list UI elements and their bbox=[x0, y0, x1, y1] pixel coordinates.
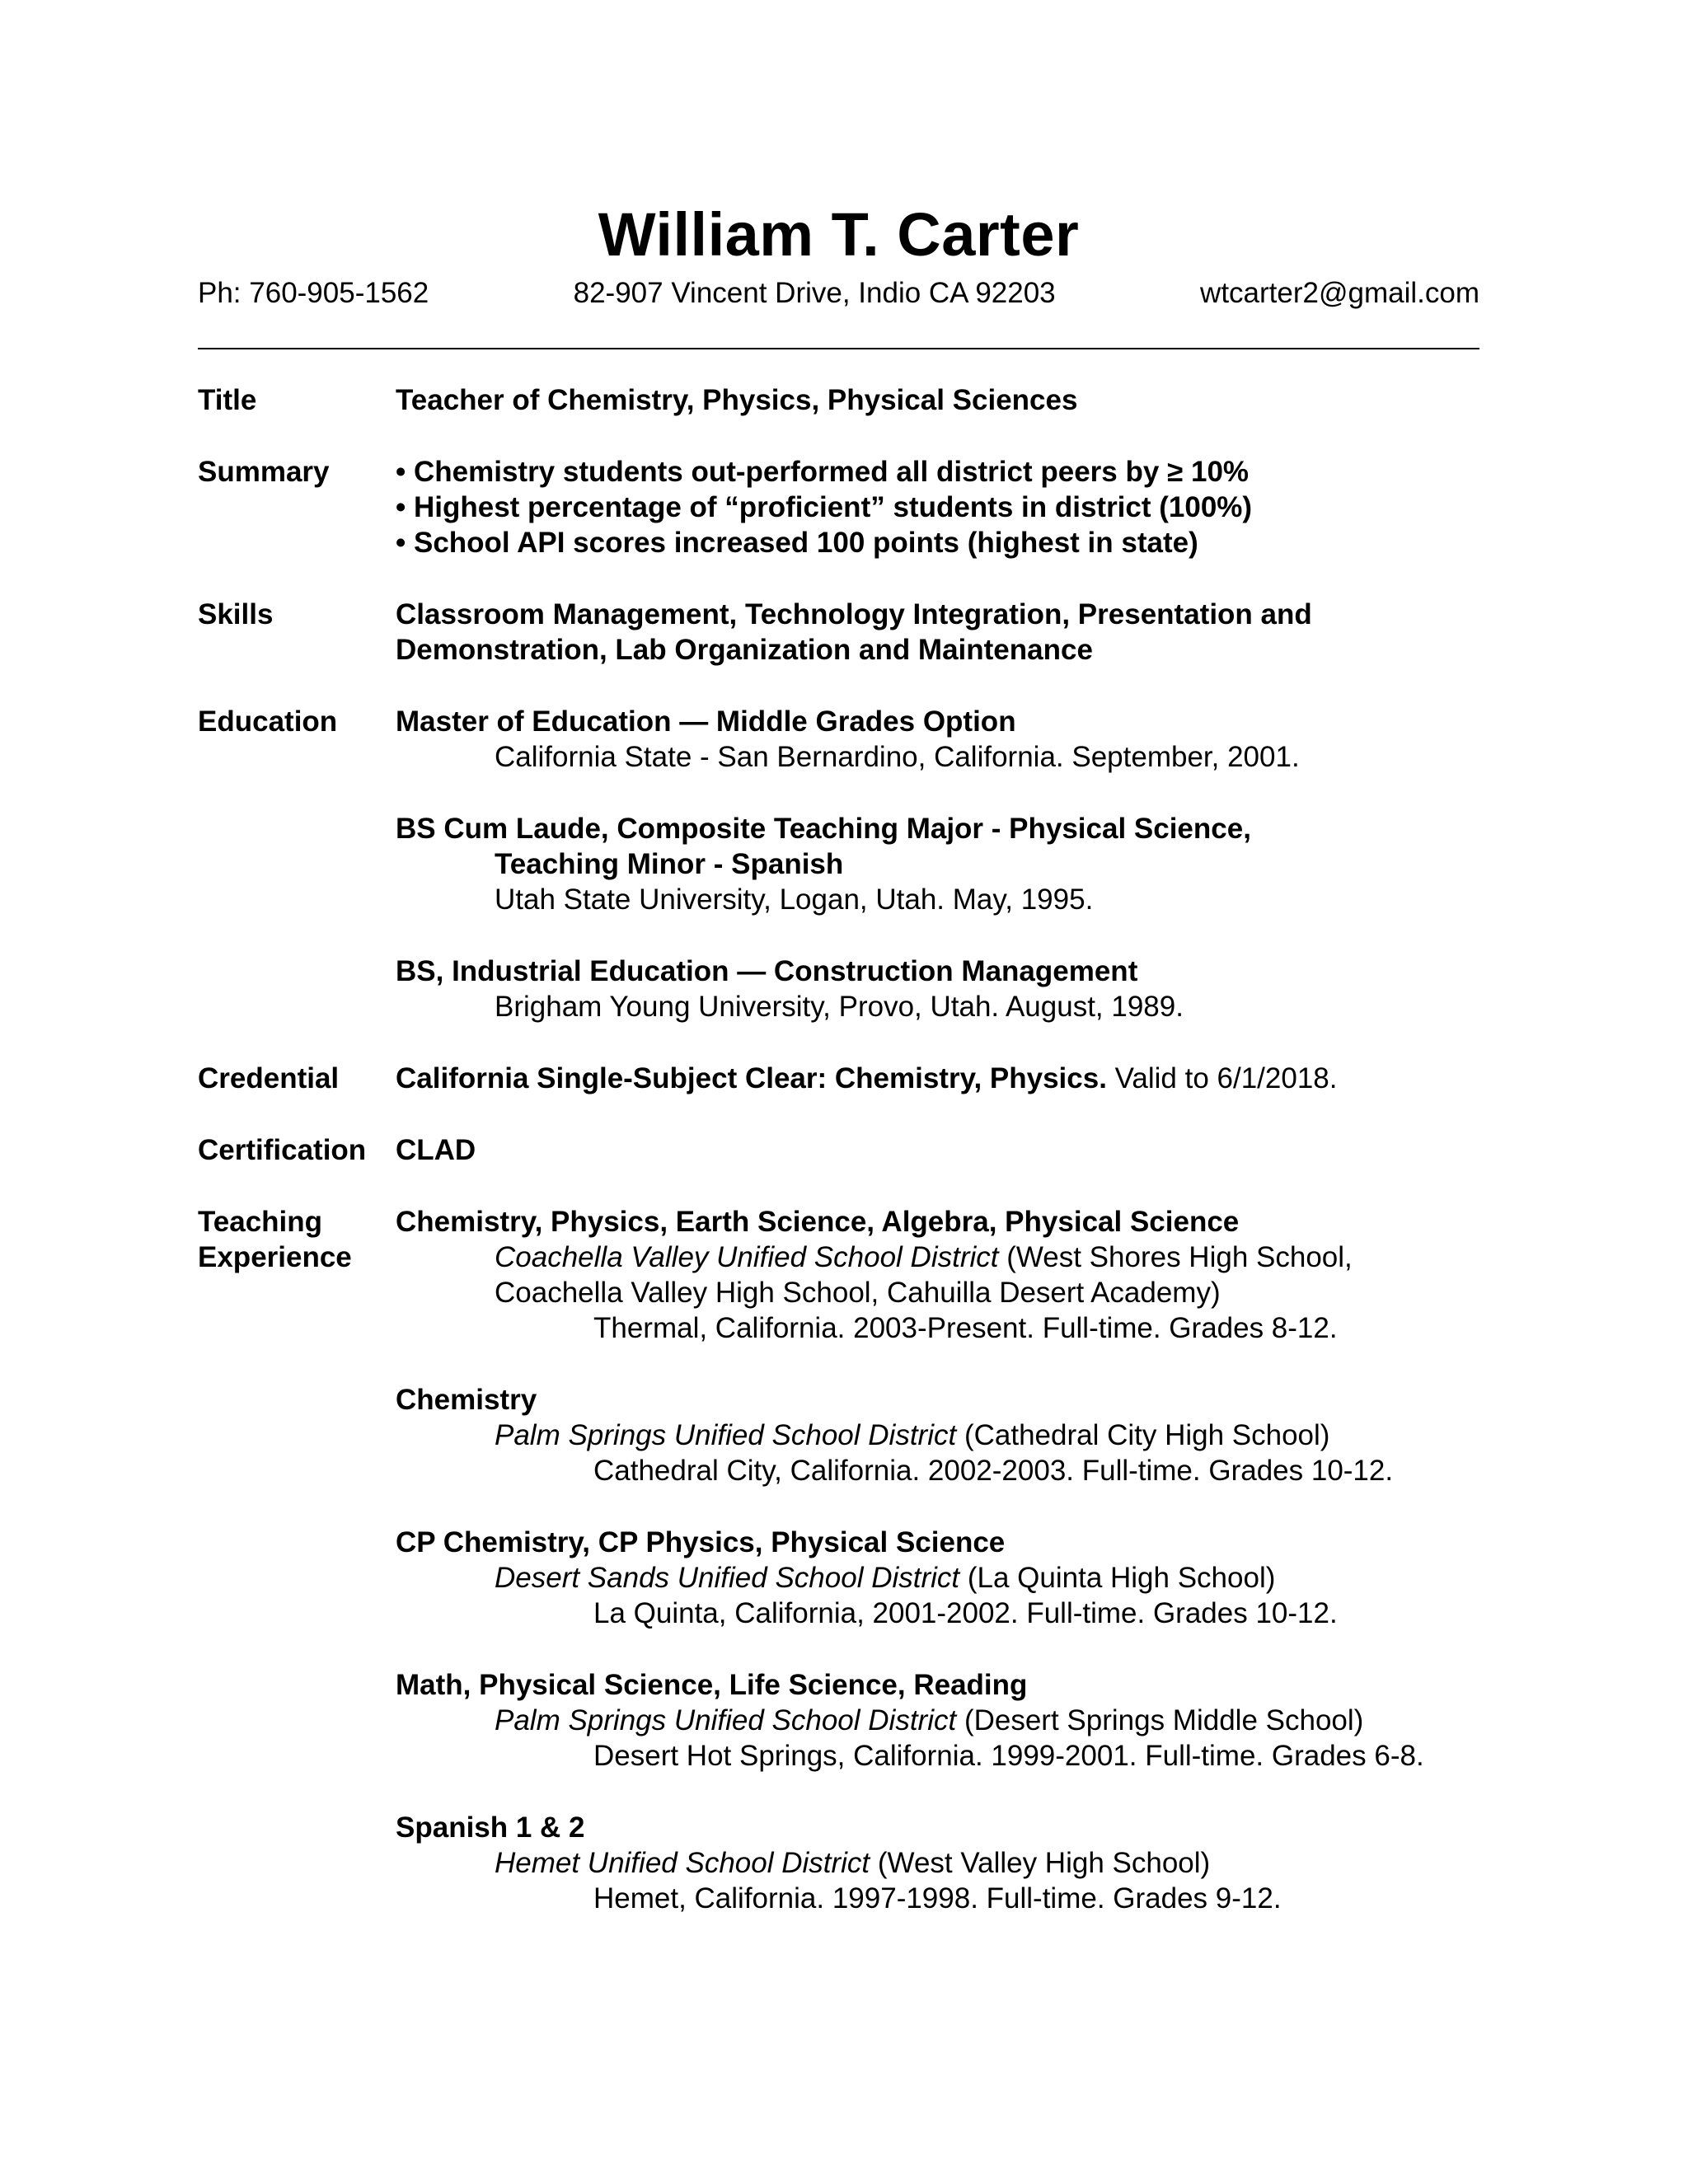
section-label-education: Education bbox=[198, 705, 338, 738]
district-line bbox=[396, 1703, 1479, 1738]
education-entry bbox=[396, 811, 1479, 917]
mailing-address: 82-907 Vincent Drive, Indio CA 92203 bbox=[573, 277, 1056, 309]
subjects-taught: Chemistry, Physics, Earth Science, Algebra, Physical Science bbox=[396, 1206, 1240, 1238]
position-details: Desert Hot Springs, California. 1999-2001. Full-time. Grades 6-8. bbox=[593, 1740, 1424, 1772]
summary-item: • School API scores increased 100 points (highest in state) bbox=[396, 527, 1198, 559]
degree-name: BS, Industrial Education — Construction Management bbox=[396, 955, 1138, 987]
section-summary bbox=[198, 454, 1479, 560]
district-line bbox=[396, 1560, 1479, 1596]
section-label-experience bbox=[198, 1204, 396, 1916]
skills-line: Demonstration, Lab Organization and Maintenance bbox=[396, 634, 1093, 666]
district-line bbox=[396, 1418, 1479, 1453]
section-title bbox=[198, 382, 1479, 418]
position-details: Hemet, California. 1997-1998. Full-time. Grades 9-12. bbox=[593, 1882, 1282, 1915]
school-info: Utah State University, Logan, Utah. May, 1995. bbox=[495, 883, 1094, 916]
certification-value: CLAD bbox=[396, 1134, 476, 1166]
section-education bbox=[198, 704, 1479, 1024]
summary-item: • Chemistry students out-performed all district peers by ≥ 10% bbox=[396, 456, 1250, 488]
district-line bbox=[396, 1845, 1479, 1881]
education-entry bbox=[396, 954, 1479, 1024]
position-details: La Quinta, California, 2001-2002. Full-time. Grades 10-12. bbox=[593, 1597, 1338, 1629]
skills-value bbox=[396, 597, 1479, 668]
degree-name-continued: Teaching Minor - Spanish bbox=[495, 848, 844, 880]
district-name: Coachella Valley Unified School District bbox=[495, 1241, 999, 1273]
summary-item: • Highest percentage of “proficient” students in district (100%) bbox=[396, 491, 1253, 523]
section-experience bbox=[198, 1204, 1479, 1916]
school-info: Brigham Young University, Provo, Utah. August, 1989. bbox=[495, 991, 1184, 1023]
section-skills bbox=[198, 597, 1479, 668]
subjects-taught: CP Chemistry, CP Physics, Physical Science bbox=[396, 1526, 1006, 1558]
resume-page bbox=[198, 198, 1479, 1952]
section-label-credential: Credential bbox=[198, 1062, 340, 1094]
experience-entry bbox=[396, 1525, 1479, 1631]
skills-line: Classroom Management, Technology Integration, Presentation and bbox=[396, 598, 1312, 630]
section-label-summary: Summary bbox=[198, 456, 330, 488]
degree-name: BS Cum Laude, Composite Teaching Major - Physical Science, bbox=[396, 813, 1251, 845]
title-value: Teacher of Chemistry, Physics, Physical Sciences bbox=[396, 384, 1078, 416]
subjects-taught: Math, Physical Science, Life Science, Reading bbox=[396, 1669, 1028, 1701]
header-divider bbox=[198, 348, 1479, 349]
experience-entry bbox=[396, 1810, 1479, 1916]
position-details: Cathedral City, California. 2002-2003. Full-time. Grades 10-12. bbox=[593, 1455, 1394, 1487]
section-label-certification: Certification bbox=[198, 1134, 367, 1166]
section-certification bbox=[198, 1132, 1479, 1168]
school-names: (West Shores High School, bbox=[998, 1241, 1353, 1273]
section-label-skills: Skills bbox=[198, 598, 274, 630]
credential-validity: Valid to 6/1/2018. bbox=[1106, 1062, 1338, 1094]
contact-line bbox=[198, 275, 1479, 312]
subjects-taught: Spanish 1 & 2 bbox=[396, 1811, 585, 1844]
school-names: (Desert Springs Middle School) bbox=[956, 1704, 1364, 1736]
phone-number: Ph: 760-905-1562 bbox=[198, 277, 429, 309]
section-label-line: Experience bbox=[198, 1241, 352, 1273]
degree-name: Master of Education — Middle Grades Option bbox=[396, 705, 1016, 738]
experience-entry bbox=[396, 1667, 1479, 1774]
district-name: Desert Sands Unified School District bbox=[495, 1562, 960, 1594]
credential-value bbox=[396, 1061, 1479, 1096]
position-details: Thermal, California. 2003-Present. Full-time. Grades 8-12. bbox=[593, 1312, 1338, 1344]
experience-entry bbox=[396, 1382, 1479, 1488]
section-label-title: Title bbox=[198, 384, 257, 416]
district-name: Palm Springs Unified School District bbox=[495, 1419, 957, 1451]
education-list bbox=[396, 704, 1479, 1024]
school-names: (West Valley High School) bbox=[870, 1847, 1211, 1879]
experience-entry bbox=[396, 1204, 1479, 1346]
district-line bbox=[396, 1240, 1479, 1275]
school-names: (Cathedral City High School) bbox=[956, 1419, 1330, 1451]
credential-name: California Single-Subject Clear: Chemistry, Physics. bbox=[396, 1062, 1107, 1094]
section-credential bbox=[198, 1061, 1479, 1096]
experience-list bbox=[396, 1204, 1479, 1916]
section-label-line: Teaching bbox=[198, 1206, 323, 1238]
school-info: California State - San Bernardino, California. September, 2001. bbox=[495, 741, 1300, 773]
email-address: wtcarter2@gmail.com bbox=[1200, 277, 1479, 309]
candidate-name: William T. Carter bbox=[598, 200, 1080, 269]
summary-list bbox=[396, 454, 1479, 560]
district-name: Hemet Unified School District bbox=[495, 1847, 870, 1879]
subjects-taught: Chemistry bbox=[396, 1384, 537, 1416]
education-entry bbox=[396, 704, 1479, 775]
district-name: Palm Springs Unified School District bbox=[495, 1704, 957, 1736]
school-names: (La Quinta High School) bbox=[959, 1562, 1276, 1594]
school-names-continued: Coachella Valley High School, Cahuilla Desert Academy) bbox=[495, 1277, 1221, 1309]
